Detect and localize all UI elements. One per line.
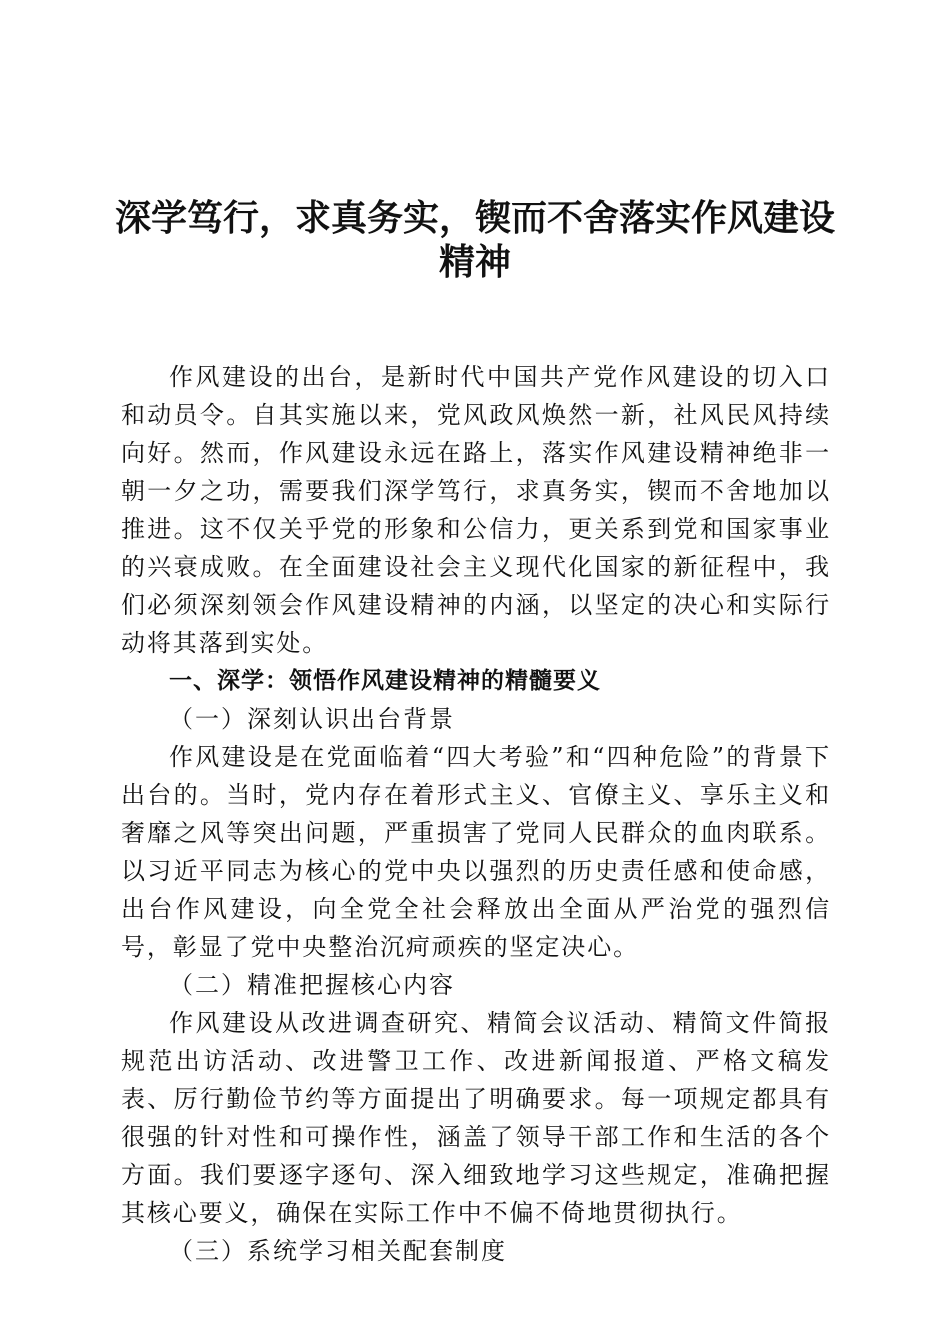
title-line-2: 精神 <box>438 242 511 283</box>
subsection-2-heading: （二）精准把握核心内容 <box>169 971 455 999</box>
document-title-continued <box>100 219 850 307</box>
section-1-heading: 一、深学：领悟作风建设精神的精髓要义 <box>169 668 601 694</box>
subsection-3-heading: （三）系统学习相关配套制度 <box>169 1237 507 1265</box>
document-body <box>121 358 831 1270</box>
subsection-1-heading: （一）深刻认识出台背景 <box>169 705 455 733</box>
subsection-1-paragraph: 作风建设是在党面临着“四大考验”和“四种危险”的背景下出台的。当时，党内存在着形式主义、官僚主义、享乐主义和奢靡之风等突出问题，严重损害了党同人民群众的血肉联系。以习近平同志为核心的党中央以强烈的历史责任感和使命感，出台作风建设，向全党全社会释放出全面从严治党的强烈信号，彰显了党中央整治沉疴顽疾的坚定决心。 <box>121 743 831 961</box>
subsection-2-paragraph: 作风建设从改进调查研究、精简会议活动、精简文件简报规范出访活动、改进警卫工作、改进新闻报道、严格文稿发表、厉行勤俭节约等方面提出了明确要求。每一项规定都具有很强的针对性和可操作性，涵盖了领导干部工作和生活的各个方面。我们要逐字逐句、深入细致地学习这些规定，准确把握其核心要义，确保在实际工作中不偏不倚地贯彻执行。 <box>121 1009 831 1227</box>
intro-paragraph: 作风建设的出台，是新时代中国共产党作风建设的切入口和动员令。自其实施以来，党风政风焕然一新，社风民风持续向好。然而，作风建设永远在路上，落实作风建设精神绝非一朝一夕之功，需要我们深学笃行，求真务实，锲而不舍地加以推进。这不仅关乎党的形象和公信力，更关系到党和国家事业的兴衰成败。在全面建设社会主义现代化国家的新征程中，我们必须深刻领会作风建设精神的内涵，以坚定的决心和实际行动将其落到实处。 <box>121 363 831 657</box>
title-line-1: 深学笃行，求真务实，锲而不舍落实作风建设 <box>114 198 835 239</box>
